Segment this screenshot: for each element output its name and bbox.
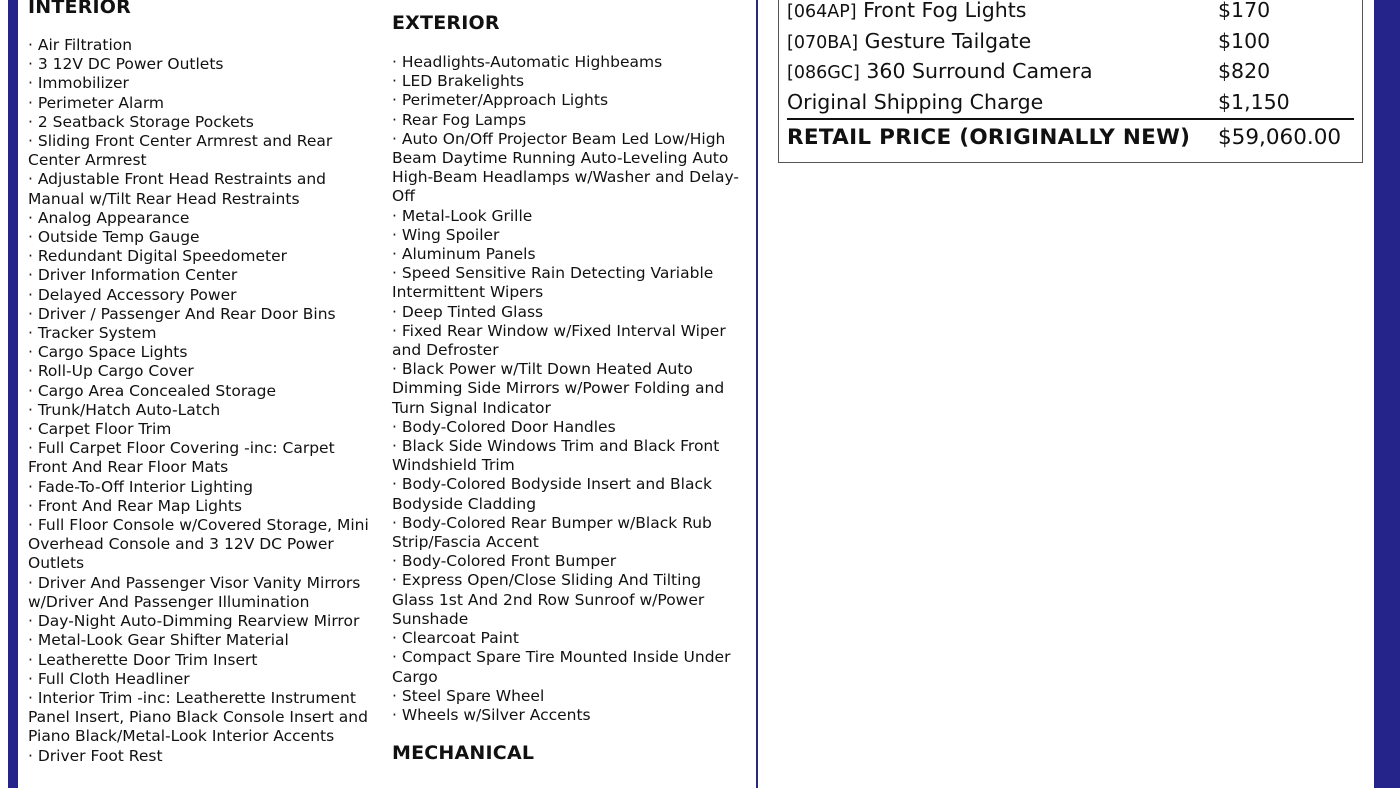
feature-item: · Adjustable Front Head Restraints and Manual w/Tilt Rear Head Restraints [28,170,327,208]
feature-item: · Full Floor Console w/Covered Storage, Mini Overhead Console and 3 12V DC Power Outlets [28,516,369,573]
feature-item: · Deep Tinted Glass [392,302,544,321]
feature-item: · Fixed Rear Window w/Fixed Interval Wiper and Defroster [392,321,726,360]
feature-item: · Driver And Passenger Visor Vanity Mirrors w/Driver And Passenger Illumination [28,573,361,611]
feature-item: · Carpet Floor Trim [28,420,172,439]
option-price: $170 [1218,0,1271,22]
interior-column [28,0,373,766]
option-price: $820 [1218,59,1271,83]
feature-item: · Air Filtration [28,36,133,54]
feature-item: · Full Carpet Floor Covering -inc: Carpet Front And Rear Floor Mats [28,439,335,477]
option-name: 360 Surround Camera [866,59,1093,83]
option-code: [086GC] [787,63,860,83]
retail-price-value: $59,060.00 [1218,125,1342,150]
feature-item: · Sliding Front Center Armrest and Rear Center Armrest [28,132,333,170]
feature-item: · Outside Temp Gauge [28,228,200,247]
feature-item: · Body-Colored Rear Bumper w/Black Rub Strip/Fascia Accent [392,513,712,552]
feature-item: · Steel Spare Wheel [392,686,545,705]
price-row [787,26,1354,57]
retail-price-row [787,123,1354,153]
feature-item: · Immobilizer [28,74,129,93]
feature-item: · Roll-Up Cargo Cover [28,362,194,381]
feature-item: · Wing Spoiler [392,225,500,244]
feature-item: · Tracker System [28,324,157,343]
option-code: [070BA] [787,32,859,53]
feature-item: · Headlights-Automatic Highbeams [392,53,663,71]
feature-item: · Cargo Area Concealed Storage [28,381,277,400]
right-border [1374,0,1400,788]
feature-item: · Black Power w/Tilt Down Heated Auto Dimming Side Mirrors w/Power Folding and Turn Signal Indicator [392,360,725,417]
left-border [8,0,18,788]
feature-item: · Wheels w/Silver Accents [392,705,591,724]
feature-item: · Full Cloth Headliner [28,669,190,688]
retail-price-label: RETAIL PRICE (ORIGINALLY NEW) [787,125,1191,150]
column-divider [756,0,758,788]
exterior-column [392,12,747,783]
option-name: Gesture Tailgate [864,28,1032,53]
price-summary-box [778,0,1363,163]
feature-item: · Express Open/Close Sliding And Tilting Glass 1st And 2nd Row Sunroof w/Power Sunshade [392,571,705,628]
feature-item: · Rear Fog Lamps [392,110,527,129]
mechanical-title: MECHANICAL [392,742,535,765]
price-row [787,56,1354,87]
feature-item: · Redundant Digital Speedometer [28,247,288,266]
feature-item: · Body-Colored Bodyside Insert and Black Bodyside Cladding [392,475,712,513]
feature-item: · 3 12V DC Power Outlets [28,55,224,74]
feature-item: · Body-Colored Front Bumper [392,552,617,571]
feature-item: · 2 Seatback Storage Pockets [28,112,254,131]
interior-title: INTERIOR [28,0,131,18]
feature-item: · Aluminum Panels [392,245,536,264]
option-code: [064AP] [787,2,857,22]
feature-item: · Driver Foot Rest [28,746,163,765]
feature-item: · Driver Information Center [28,266,238,285]
section-spacer [392,725,747,742]
feature-item: · Body-Colored Door Handles [392,417,616,436]
feature-item: · Compact Spare Tire Mounted Inside Under Cargo [392,648,731,686]
price-row [787,87,1354,118]
feature-item: · Metal-Look Gear Shifter Material [28,631,289,650]
interior-feature-list [28,36,373,766]
shipping-charge-price: $1,150 [1218,89,1290,114]
total-divider [787,118,1354,120]
feature-item: · Analog Appearance [28,208,190,227]
feature-item: · Auto On/Off Projector Beam Led Low/High Beam Daytime Running Auto-Leveling Auto High-Beam Headlamps w/Washer and Delay-Off [392,129,739,206]
feature-item: · LED Brakelights [392,72,525,91]
feature-item: · Metal-Look Grille [392,206,533,225]
feature-item: · Interior Trim -inc: Leatherette Instrument Panel Insert, Piano Black Console Insert and Piano Black/Metal-Look Interior Accents [28,688,368,746]
shipping-charge-label: Original Shipping Charge [787,89,1044,114]
exterior-title: EXTERIOR [392,12,500,34]
feature-item: · Trunk/Hatch Auto-Latch [28,400,221,419]
feature-item: · Black Side Windows Trim and Black Front Windshield Trim [392,437,720,475]
feature-item: · Delayed Accessory Power [28,285,237,304]
feature-item: · Clearcoat Paint [392,629,519,648]
price-row [787,0,1354,26]
feature-item: · Front And Rear Map Lights [28,496,242,515]
feature-item: · Leatherette Door Trim Insert [28,650,258,669]
exterior-feature-list [392,53,747,725]
option-price: $100 [1218,28,1271,53]
feature-item: · Driver / Passenger And Rear Door Bins [28,304,336,323]
feature-item: · Fade-To-Off Interior Lighting [28,477,253,496]
feature-item: · Perimeter Alarm [28,93,165,112]
feature-item: · Cargo Space Lights [28,343,188,362]
price-options-table [787,0,1354,117]
feature-item: · Perimeter/Approach Lights [392,91,609,110]
feature-item: · Speed Sensitive Rain Detecting Variable Intermittent Wipers [392,264,714,302]
option-name: Front Fog Lights [863,0,1027,22]
feature-item: · Day-Night Auto-Dimming Rearview Mirror [28,612,360,631]
